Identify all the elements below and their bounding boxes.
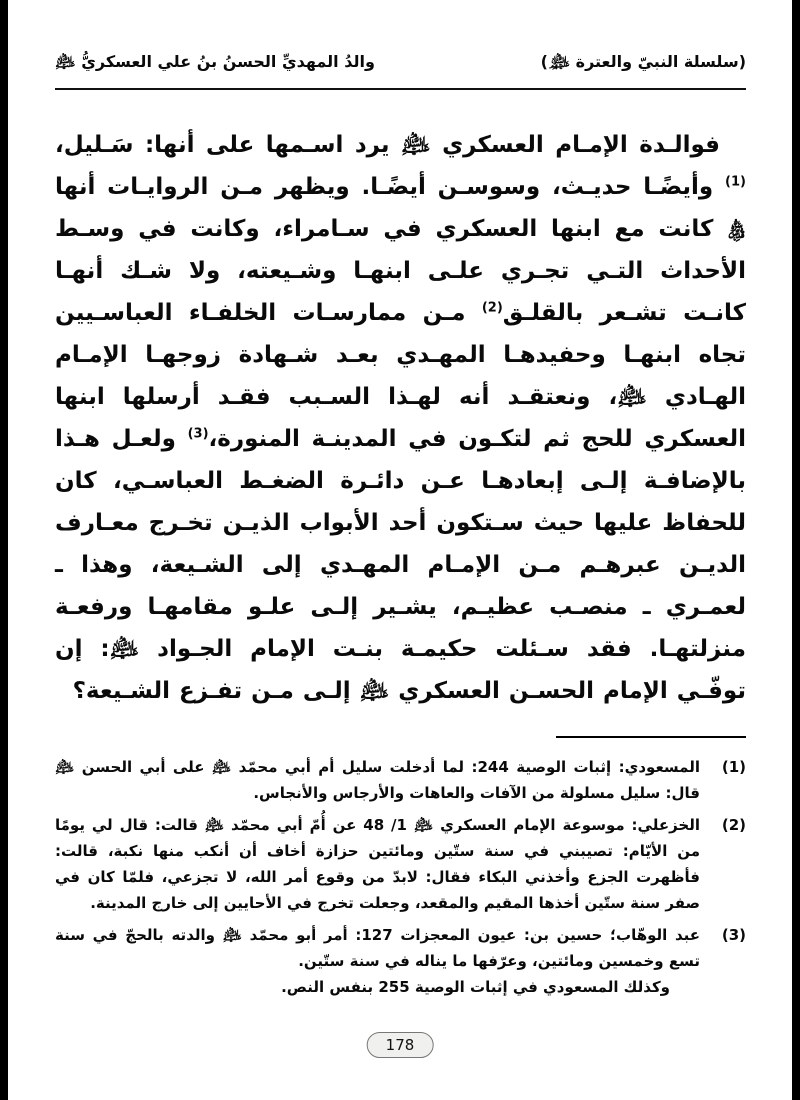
footnote-text-main: عبد الوهّاب؛ حسين بن: عيون المعجزات 127: أمر أبو محمّد ﵇ والدته بالحجّ في سنة تسع وخمسين ومائتين، وعرّفها ما يناله في سنة ستّين. xyxy=(55,926,700,970)
body-segment-2: وأيضًـا حديـث، وسوسـن أيضًـا. ويظهر مـن الروايـات أنها ﵋ كانت مع ابنها العسكري في سـامراء، وكانت في وسـط الأحداث التـي تجـري علـى ابنهـا وشـيعته، ولا شـك أنهـا كانـت تشـعر بالقلـق xyxy=(55,174,746,326)
footnote-1 xyxy=(55,754,746,806)
footnote-3 xyxy=(55,922,746,1000)
body-segment-4: ولعـل هـذا بالإضافـة إلـى إبعادهـا عـن دائـرة الضغـط العباسـي، كان للحفاظ عليها حيث سـتكون أحد الأبواب الذيـن تخـرج معـارف الديـن عبرهـم مـن الإمـام المهـدي إلى الشـيعة، وهذا ـ لعمـري ـ منصـب عظيـم، يشـير إلـى علـو مقامهـا ورفعـة منزلتهـا. فقد سـئلت حكيمـة بنـت الإمام الجـواد ﵇: إن توفّـي الإمام الحسـن العسكري ﵇ إلـى مـن تفـزع الشـيعة؟ xyxy=(55,426,746,704)
footnote-3-addendum: وكذلك المسعودي في إثبات الوصية 255 بنفس النص. xyxy=(281,978,670,996)
page-number-badge xyxy=(367,1032,434,1058)
footnote-marker-1: (1) xyxy=(725,174,746,190)
running-header xyxy=(55,0,746,75)
header-rule xyxy=(55,88,746,90)
body-paragraph xyxy=(55,124,746,712)
body-segment-3: مـن ممارسـات الخلفـاء العباسـيين تجاه ابنهـا وحفيدهـا المهـدي بعـد شـهادة زوجهـا الإمـام الهـادي ﵇، ونعتقـد أنه لهـذا السـبب فقـد أرسلها ابنها العسكري للحج ثم لتكـون في المدينـة المنورة، xyxy=(55,300,746,452)
page-edge-right xyxy=(792,0,800,1100)
footnote-text: المسعودي: إثبات الوصية 244: لما أدخلت سليل أم أبي محمّد ﵇ على أبي الحسن ﵇ قال: سليل مسلولة من الآفات والعاهات والأرجاس والأنجاس. xyxy=(55,758,701,802)
footnotes-separator xyxy=(556,736,746,738)
page-edge-left xyxy=(0,0,8,1100)
page-number: 178 xyxy=(385,1036,415,1054)
body-segment-1: فوالـدة الإمـام العسكري ﵇ يرد اسـمها على أنها: سَـليل، xyxy=(55,132,720,158)
footnote-marker-2: (2) xyxy=(481,300,503,316)
page-body xyxy=(55,124,746,712)
page-content xyxy=(55,0,746,1006)
footnote-number: (1) xyxy=(721,758,746,776)
footnote-text: الخزعلي: موسوعة الإمام العسكري ﵇ 1/ 48 عن أُمّ أبي محمّد ﵇ قالت: قال لي يومًا من الأيّام: تصيبني في سنة ستّين ومائتين حزازة أخاف أن أنكب منها نكبة، قالت: فأظهرت الجزع وأخذني البكاء فقال: لابدّ من وقوع أمر الله، لا تجزعي، فلمّا كان في صفر سنة ستّين أخذها المقيم والمقعد، وجعلت تخرج في الأحايين إلى خارج المدينة. xyxy=(55,816,700,912)
header-series-title: (سلسلة النبيّ والعترة ﵈) xyxy=(540,52,746,71)
footnote-2 xyxy=(55,812,746,916)
header-chapter-title: والدُ المهديِّ الحسنُ بنُ علي العسكريُّ ﵇ xyxy=(55,52,375,71)
footnote-marker-3: (3) xyxy=(187,426,209,442)
footnote-number: (2) xyxy=(721,816,746,834)
footnote-text xyxy=(55,922,700,1000)
footnotes-section xyxy=(55,754,746,1000)
footnote-number: (3) xyxy=(721,926,746,944)
